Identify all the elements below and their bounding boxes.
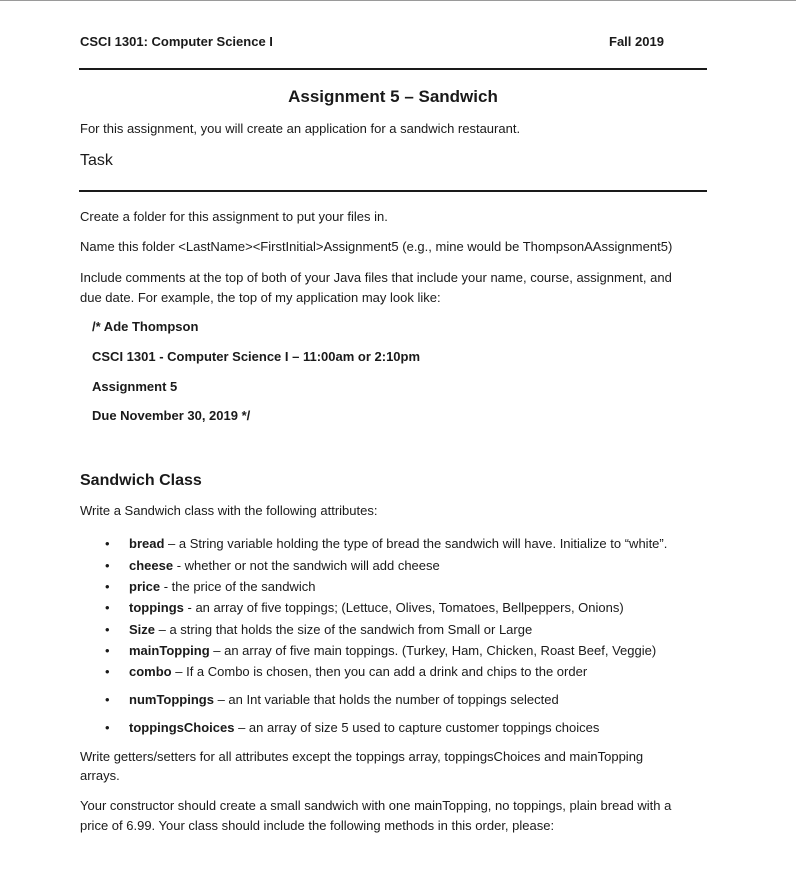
class-intro: Write a Sandwich class with the following attributes: [80,503,378,518]
task-heading: Task [80,152,113,169]
attribute-name: bread [129,536,165,551]
task-rule [79,190,707,192]
assignment-title: Assignment 5 – Sandwich [288,87,498,106]
task-paragraph: Create a folder for this assignment to put your files in. [80,209,388,224]
attribute-description: – an Int variable that holds the number of toppings selected [213,692,559,707]
bullet-icon: • [105,643,110,658]
attribute-description: – an array of size 5 used to capture customer toppings choices [234,720,600,735]
intro-text: For this assignment, you will create an application for a sandwich restaurant. [80,121,521,136]
constructor-paragraph: price of 6.99. Your class should include the following methods in this order, please: [80,818,555,833]
attribute-name: price [129,579,161,594]
header-course: CSCI 1301: Computer Science I [80,34,273,49]
bullet-icon: • [105,600,110,615]
code-comment-line: /* Ade Thompson [92,319,199,334]
attribute-description: – an array of five main toppings. (Turkey, Ham, Chicken, Roast Beef, Veggie) [209,643,657,658]
attribute-description: - the price of the sandwich [160,579,316,594]
code-comment-line: Due November 30, 2019 */ [92,408,251,423]
attribute-name: numToppings [129,692,214,707]
task-paragraph: due date. For example, the top of my application may look like: [80,290,441,305]
attribute-name: toppings [129,600,184,615]
task-paragraph: Name this folder <LastName><FirstInitial>Assignment5 (e.g., mine would be ThompsonAAssignment5) [80,239,673,254]
code-comment-line: CSCI 1301 - Computer Science I – 11:00am or 2:10pm [92,349,421,364]
attribute-description: - an array of five toppings; (Lettuce, Olives, Tomatoes, Bellpeppers, Onions) [183,600,624,615]
bullet-icon: • [105,664,110,679]
attribute-name: combo [129,664,172,679]
attribute-description: – a string that holds the size of the sandwich from Small or Large [155,622,533,637]
code-comment-line: Assignment 5 [92,379,178,394]
header-term: Fall 2019 [609,34,664,49]
bullet-icon: • [105,622,110,637]
bullet-icon: • [105,558,110,573]
task-paragraph: Include comments at the top of both of your Java files that include your name, course, assignment, and [80,270,672,285]
constructor-paragraph: Your constructor should create a small sandwich with one mainTopping, no toppings, plain bread with a [80,798,672,813]
attribute-name: Size [129,622,156,637]
header-rule [79,68,707,70]
attribute-description: – If a Combo is chosen, then you can add a drink and chips to the order [171,664,588,679]
attribute-name: cheese [129,558,174,573]
bullet-icon: • [105,720,110,735]
attribute-name: toppingsChoices [129,720,235,735]
attribute-description: - whether or not the sandwich will add cheese [173,558,440,573]
attribute-name: mainTopping [129,643,210,658]
getters-paragraph: arrays. [80,768,120,783]
bullet-icon: • [105,692,110,707]
bullet-icon: • [105,579,110,594]
bullet-icon: • [105,536,110,551]
getters-paragraph: Write getters/setters for all attributes except the toppings array, toppingsChoices and mainTopping [80,749,644,764]
class-heading: Sandwich Class [80,472,202,489]
attribute-description: – a String variable holding the type of bread the sandwich will have. Initialize to “white”. [164,536,668,551]
